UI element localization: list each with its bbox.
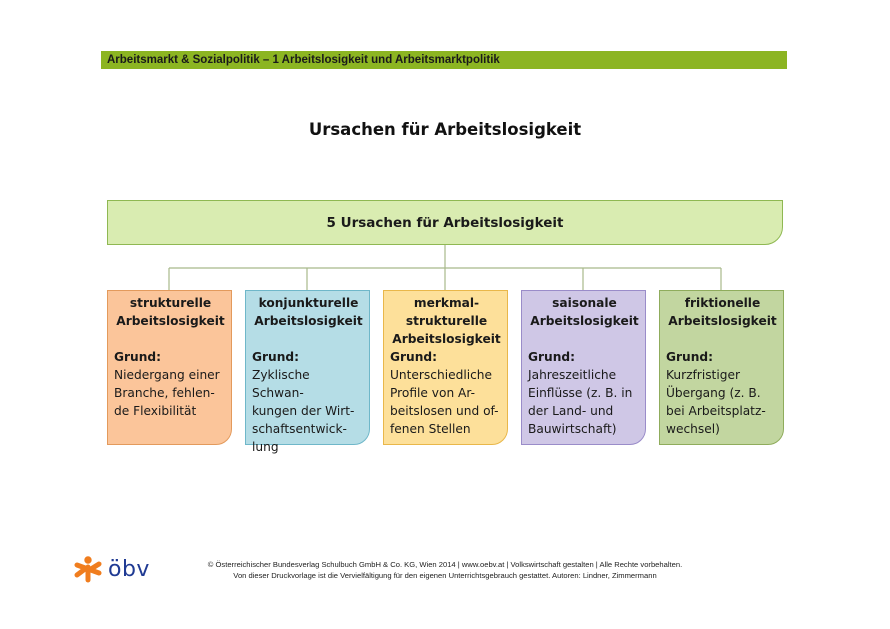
cause-title-line: konjunkturelle [258, 296, 359, 310]
grund-label: Grund: [252, 350, 299, 364]
grund-line: Übergang (z. B. [666, 386, 761, 400]
grund-label: Grund: [114, 350, 161, 364]
footer-line-2: Von dieser Druckvorlage ist die Vervielfältigung für den eigenen Unterrichtsgebrauch gestattet. Autoren: Lindner, Zimmermann [233, 570, 657, 580]
cause-title [114, 294, 227, 348]
grund-text [528, 366, 641, 438]
grund-line: Zyklische Schwan- [252, 368, 310, 400]
grund-line: wechsel) [666, 422, 720, 436]
grund-line: Profile von Ar- [390, 386, 476, 400]
grund-line: Unterschiedliche [390, 368, 493, 382]
top-box [107, 200, 783, 245]
grund-text [666, 366, 779, 438]
grund-line: Einflüsse (z. B. in [528, 386, 633, 400]
footer-line-1: © Österreichischer Bundesverlag Schulbuch GmbH & Co. KG, Wien 2014 | www.oebv.at | Volkswirtschaft gestalten | Alle Rechte vorbehalten. [207, 560, 683, 569]
grund-line: Kurzfristiger [666, 368, 740, 382]
cause-title-line: saisonale [552, 296, 617, 310]
cause-box-strukturell [107, 290, 232, 445]
header-text: Arbeitsmarkt & Sozialpolitik – 1 Arbeitslosigkeit und Arbeitsmarktpolitik [107, 54, 500, 66]
grund-line: beitslosen und of- [390, 404, 499, 418]
cause-title [666, 294, 779, 348]
cause-box-merkmalstrukturell [383, 290, 508, 445]
top-box-label: 5 Ursachen für Arbeitslosigkeit [326, 214, 564, 231]
grund-line: Jahreszeitliche [528, 368, 617, 382]
grund-line: Branche, fehlen- [114, 386, 215, 400]
grund-label: Grund: [528, 350, 575, 364]
cause-title-line: Arbeitslosigkeit [116, 314, 225, 328]
cause-title-line: strukturelle [129, 296, 212, 310]
header-bar [101, 51, 787, 69]
grund-line: fenen Stellen [390, 422, 471, 436]
grund-line: schaftsentwick- [252, 422, 347, 436]
grund-text [390, 366, 503, 438]
grund-line: de Flexibilität [114, 404, 197, 418]
cause-title-line: friktionelle [684, 296, 761, 310]
cause-title [528, 294, 641, 348]
grund-line: kungen der Wirt- [252, 404, 355, 418]
cause-title-line: Arbeitslosigkeit [530, 314, 639, 328]
logo-text: öbv [108, 556, 150, 582]
oebv-logo [74, 553, 164, 585]
page-title: Ursachen für Arbeitslosigkeit [308, 120, 582, 139]
grund-line: der Land- und [528, 404, 614, 418]
grund-text [114, 366, 227, 420]
cause-box-konjunkturell [245, 290, 370, 454]
cause-title-line: merkmal- [413, 296, 480, 310]
grund-line: Bauwirtschaft) [528, 422, 617, 436]
grund-label: Grund: [666, 350, 713, 364]
cause-title-line: Arbeitslosigkeit [254, 314, 363, 328]
grund-text [252, 366, 365, 456]
cause-box-saisonal [521, 290, 646, 445]
grund-line: Niedergang einer [114, 368, 220, 382]
grund-label: Grund: [390, 350, 437, 364]
cause-title-line: Arbeitslosigkeit [668, 314, 777, 328]
cause-title-line: Arbeitslosigkeit [392, 332, 501, 346]
footer-copyright [190, 560, 700, 581]
cause-box-friktionell [659, 290, 784, 445]
asterisk-logo-icon [74, 555, 102, 583]
cause-title [252, 294, 365, 348]
grund-line: bei Arbeitsplatz- [666, 404, 766, 418]
cause-title-line: strukturelle [405, 314, 488, 328]
grund-line: lung [252, 440, 279, 454]
cause-title [390, 294, 503, 348]
